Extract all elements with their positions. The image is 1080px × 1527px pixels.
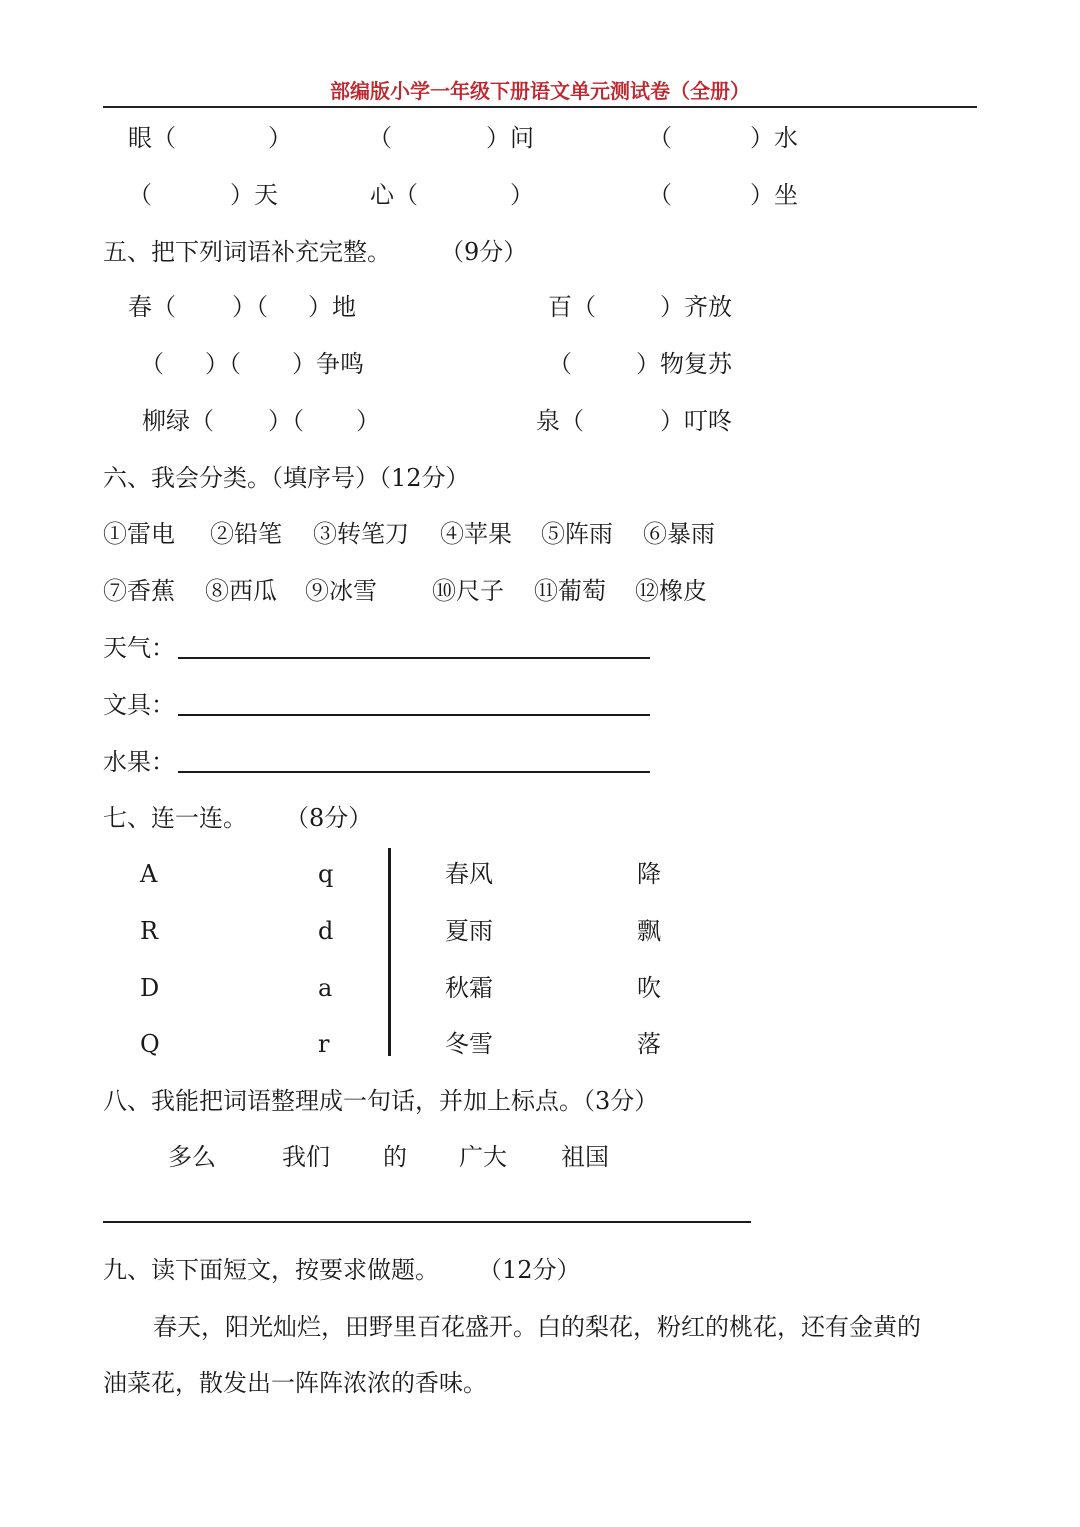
idiom-part: 泉（ (536, 407, 584, 435)
lowercase-letter[interactable]: q (318, 860, 334, 888)
idiom-part: ）地 (308, 293, 356, 321)
section-7-title: 七、连一连。 (103, 804, 247, 832)
idiom-part: ）争鸣 (292, 350, 364, 378)
verb-word[interactable]: 飘 (637, 917, 661, 945)
category-item: ③转笔刀 (313, 520, 409, 548)
idiom-part: ）物复苏 (636, 350, 732, 378)
idiom-part: ）（ (232, 293, 268, 321)
stationery-answer-line[interactable] (178, 714, 650, 716)
sentence-answer-line[interactable] (103, 1221, 751, 1223)
section-5-title: 五、把下列词语补充完整。 (103, 238, 391, 266)
idiom-part: 春（ (128, 293, 176, 321)
uppercase-letter[interactable]: D (140, 974, 160, 1002)
blank-item: ）问 (486, 124, 534, 152)
passage-line-2: 油菜花，散发出一阵阵浓浓的香味。 (103, 1369, 487, 1397)
season-word[interactable]: 秋霜 (445, 974, 493, 1002)
uppercase-letter[interactable]: A (140, 860, 158, 888)
blank-item: ）水 (750, 124, 798, 152)
passage-line-1: 春天，阳光灿烂，田野里百花盛开。白的梨花，粉红的桃花，还有金黄的 (153, 1313, 921, 1341)
sentence-word: 多么 (168, 1143, 216, 1171)
category-item: ⑤阵雨 (541, 520, 613, 548)
lowercase-letter[interactable]: d (318, 917, 334, 945)
category-label-stationery: 文具： (103, 691, 175, 719)
blank-item: （ (128, 181, 152, 209)
section-9-title: 九、读下面短文，按要求做题。 (103, 1256, 439, 1284)
category-item: ④苹果 (440, 520, 512, 548)
blank-item: ） (268, 124, 292, 152)
category-label-fruit: 水果： (103, 748, 175, 776)
header-divider (103, 106, 977, 108)
matching-divider (388, 848, 391, 1056)
category-item: ②铅笔 (210, 520, 282, 548)
season-word[interactable]: 春风 (445, 860, 493, 888)
idiom-part: （ (140, 350, 164, 378)
category-item: ⑪葡萄 (534, 577, 606, 605)
lowercase-letter[interactable]: a (318, 974, 333, 1002)
blank-item: ）天 (230, 181, 278, 209)
blank-item: （ (368, 124, 392, 152)
category-item: ⑧西瓜 (205, 577, 277, 605)
category-item: ⑦香蕉 (103, 577, 175, 605)
idiom-part: ）齐放 (660, 293, 732, 321)
section-6-title: 六、我会分类。（填序号）（12分） (103, 464, 470, 492)
idiom-part: 柳绿（ (142, 407, 214, 435)
section-5-score: （9分） (440, 238, 528, 266)
lowercase-letter[interactable]: r (318, 1030, 330, 1058)
idiom-part: 百（ (548, 293, 596, 321)
category-item: ⑩尺子 (432, 577, 504, 605)
category-item: ⑥暴雨 (643, 520, 715, 548)
blank-item: （ (648, 181, 672, 209)
category-label-weather: 天气： (103, 634, 175, 662)
section-8-title: 八、我能把词语整理成一句话，并加上标点。（3分） (103, 1087, 659, 1115)
sentence-word: 我们 (282, 1143, 330, 1171)
verb-word[interactable]: 降 (637, 860, 661, 888)
sentence-word: 的 (383, 1143, 407, 1171)
blank-item: ）坐 (750, 181, 798, 209)
verb-word[interactable]: 落 (637, 1030, 661, 1058)
blank-item: ） (510, 181, 534, 209)
uppercase-letter[interactable]: Q (140, 1030, 160, 1058)
category-item: ①雷电 (103, 520, 175, 548)
uppercase-letter[interactable]: R (140, 917, 159, 945)
season-word[interactable]: 冬雪 (445, 1030, 493, 1058)
verb-word[interactable]: 吹 (637, 974, 661, 1002)
idiom-part: ）（ (268, 407, 304, 435)
idiom-part: （ (548, 350, 572, 378)
sentence-word: 祖国 (561, 1143, 609, 1171)
section-7-score: （8分） (285, 804, 373, 832)
season-word[interactable]: 夏雨 (445, 917, 493, 945)
idiom-part: ） (356, 407, 380, 435)
blank-item: （ (648, 124, 672, 152)
category-item: ⑫橡皮 (635, 577, 707, 605)
page-header: 部编版小学一年级下册语文单元测试卷（全册） (330, 79, 750, 103)
section-9-score: （12分） (478, 1256, 581, 1284)
weather-answer-line[interactable] (178, 657, 650, 659)
fruit-answer-line[interactable] (178, 771, 650, 773)
idiom-part: ）（ (205, 350, 241, 378)
blank-item: 眼（ (128, 124, 176, 152)
category-item: ⑨冰雪 (305, 577, 377, 605)
blank-item: 心（ (370, 181, 418, 209)
idiom-part: ）叮咚 (660, 407, 732, 435)
sentence-word: 广大 (459, 1143, 507, 1171)
